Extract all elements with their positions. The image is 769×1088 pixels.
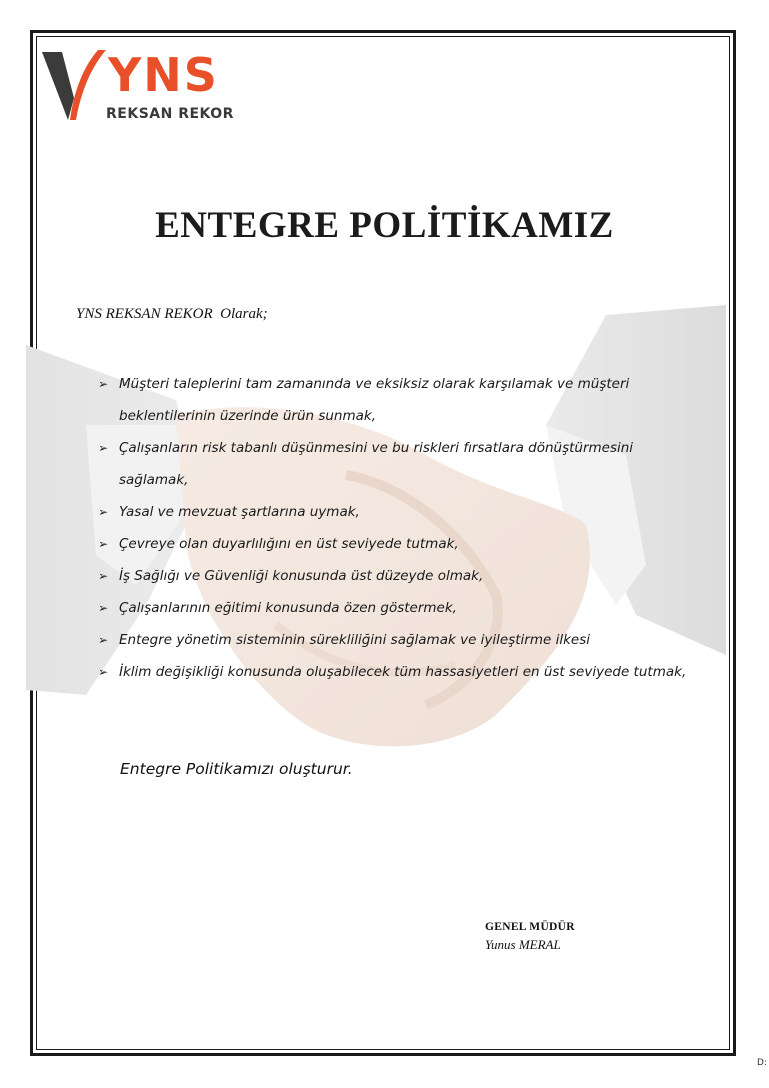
arrow-bullet-icon: ➢ [98,633,109,647]
list-item: ➢ Çalışanların risk tabanlı düşünmesini ve bu riskleri fırsatlara dönüştürmesini sağlamak, [98,432,698,496]
list-item: ➢ Yasal ve mevzuat şartlarına uymak, [98,496,698,528]
list-item: ➢ Çevreye olan duyarlılığını en üst seviyede tutmak, [98,528,698,560]
arrow-bullet-icon: ➢ [98,537,109,551]
logo-brand-text: YNS [108,48,219,102]
arrow-bullet-icon: ➢ [98,377,109,391]
intro-text: YNS REKSAN REKOR Olarak; [76,306,268,322]
arrow-bullet-icon: ➢ [98,505,109,519]
list-item: ➢ Müşteri taleplerini tam zamanında ve eksiksiz olarak karşılamak ve müşteri beklentilerinin üzerinde ürün sunmak, [98,368,698,432]
list-item: ➢ İş Sağlığı ve Güvenliği konusunda üst düzeyde olmak, [98,560,698,592]
signature-title: GENEL MÜDÜR [485,921,575,933]
signature-name: Yunus MERAL [485,937,561,952]
list-item: ➢ Entegre yönetim sisteminin sürekliliğini sağlamak ve iyileştirme ilkesi [98,624,698,656]
corner-mark: D: [757,1058,767,1068]
list-item: ➢ İklim değişikliği konusunda oluşabilecek tüm hassasiyetleri en üst seviyede tutmak, [98,656,698,688]
list-item: ➢ Çalışanlarının eğitimi konusunda özen göstermek, [98,592,698,624]
closing-statement: Entegre Politikamızı oluşturur. [120,760,353,778]
logo-subtitle: REKSAN REKOR [106,106,234,122]
policy-list [98,368,698,688]
arrow-bullet-icon: ➢ [98,569,109,583]
arrow-bullet-icon: ➢ [98,665,109,679]
arrow-bullet-icon: ➢ [98,441,109,455]
arrow-bullet-icon: ➢ [98,601,109,615]
page-title: ENTEGRE POLİTİKAMIZ [155,205,614,246]
logo-mark [40,46,110,126]
